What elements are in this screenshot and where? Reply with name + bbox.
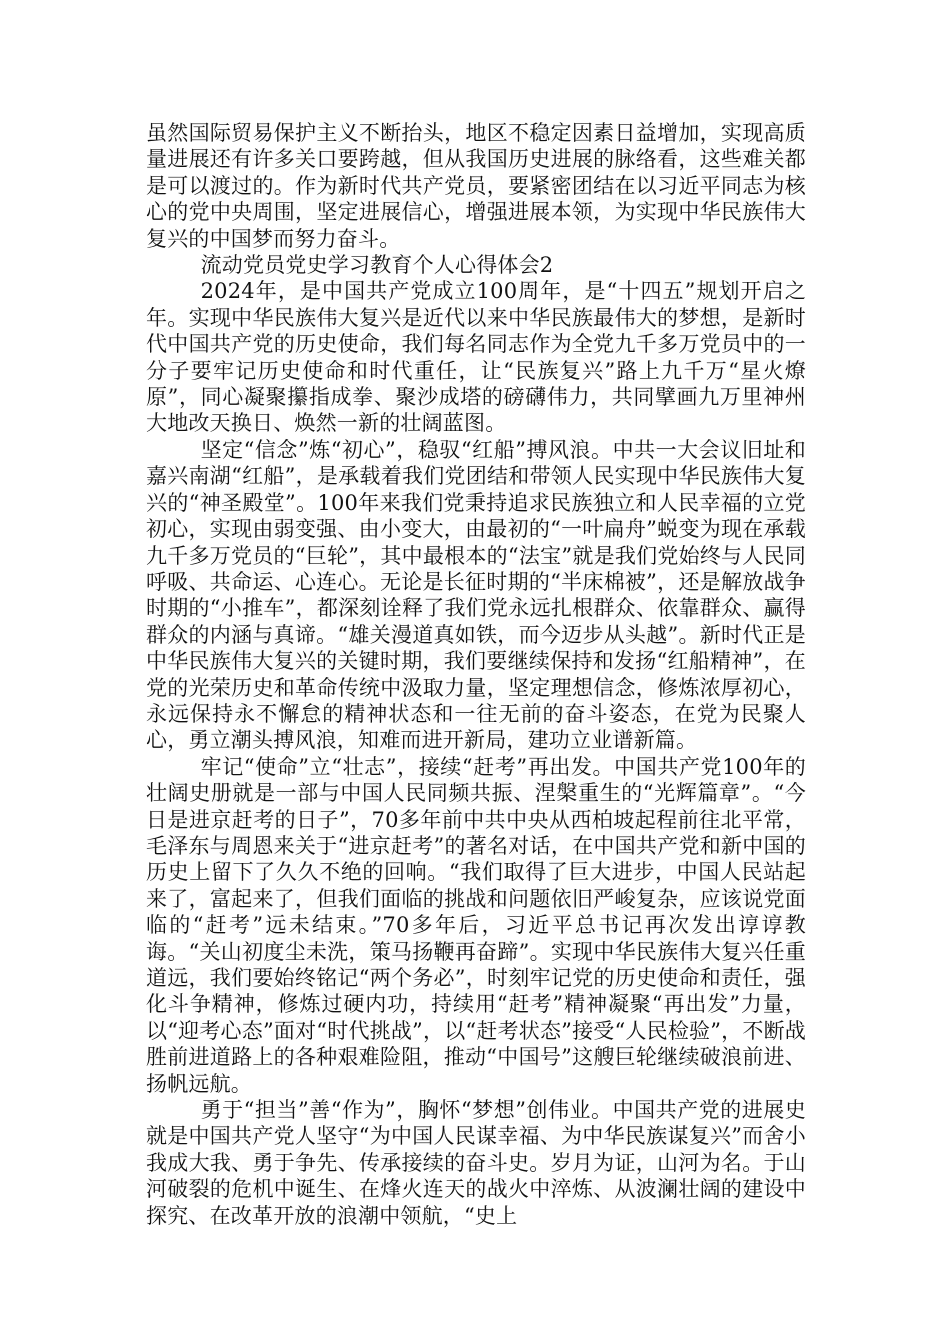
paragraph-intro: 虽然国际贸易保护主义不断抬头，地区不稳定因素日益增加，实现高质量进展还有许多关口要跨越，但从我国历史进展的脉络看，这些难关都是可以渡过的。作为新时代共产党员，要紧密团结在以习近平同志为核心的党中央周围，坚定进展信心，增强进展本领，为实现中华民族伟大复兴的中国梦而努力奋斗。 xyxy=(146,121,806,251)
paragraph-2: 坚定“信念”炼“初心”，稳驭“红船”搏风浪。中共一大会议旧址和嘉兴南湖“红船”，是承载着我们党团结和带领人民实现中华民族伟大复兴的“神圣殿堂”。100年来我们党秉持追求民族独立和人民幸福的立党初心，实现由弱变强、由小变大，由最初的“一叶扁舟”蜕变为现在承载九千多万党员的“巨轮”，其中最根本的“法宝”就是我们党始终与人民同呼吸、共命运、心连心。无论是长征时期的“半床棉被”，还是解放战争时期的“小推车”，都深刻诠释了我们党永远扎根群众、依靠群众、赢得群众的内涵与真谛。“雄关漫道真如铁，而今迈步从头越”。新时代正是中华民族伟大复兴的关键时期，我们要继续保持和发扬“红船精神”，在党的光荣历史和革命传统中汲取力量，坚定理想信念，修炼浓厚初心，永远保持永不懈怠的精神状态和一往无前的奋斗姿态，在党为民聚人心，勇立潮头搏风浪，知难而进开新局，建功立业谱新篇。 xyxy=(146,437,806,753)
paragraph-1: 2024年，是中国共产党成立100周年，是“十四五”规划开启之年。实现中华民族伟大复兴是近代以来中华民族最伟大的梦想，是新时代中国共产党的历史使命，我们每名同志作为全党九千多万党员中的一分子要牢记历史使命和时代重任，让“民族复兴”路上九千万“星火燎原”，同心凝聚攥指成拳、聚沙成塔的磅礴伟力，共同擘画九万里神州大地改天换日、焕然一新的壮阔蓝图。 xyxy=(146,279,806,436)
section-heading: 流动党员党史学习教育个人心得体会2 xyxy=(200,253,554,278)
paragraph-4: 勇于“担当”善“作为”，胸怀“梦想”创伟业。中国共产党的进展史就是中国共产党人坚守“为中国人民谋幸福、为中华民族谋复兴”而舍小我成大我、勇于争先、传承接续的奋斗史。岁月为证，山河为名。于山河破裂的危机中诞生、在烽火连天的战火中淬炼、从波澜壮阔的建设中探究、在改革开放的浪潮中领航，“史上 xyxy=(146,1098,806,1228)
paragraph-3: 牢记“使命”立“壮志”，接续“赶考”再出发。中国共产党100年的壮阔史册就是一部与中国人民同频共振、涅槃重生的“光辉篇章”。“今日是进京赶考的日子”，70多年前中共中央从西柏坡起程前往北平常，毛泽东与周恩来关于“进京赶考”的著名对话，在中国共产党和新中国的历史上留下了久久不绝的回响。“我们取得了巨大进步，中国人民站起来了，富起来了，但我们面临的挑战和问题依旧严峻复杂，应该说党面临的“赶考”远未结束。”70多年后，习近平总书记再次发出谆谆教诲。“关山初度尘未洗，策马扬鞭再奋蹄”。实现中华民族伟大复兴任重道远，我们要始终铭记“两个务必”，时刻牢记党的历史使命和责任，强化斗争精神，修炼过硬内功，持续用“赶考”精神凝聚“再出发”力量，以“迎考心态”面对“时代挑战”，以“赶考状态”接受“人民检验”，不断战胜前进道路上的各种艰难险阻，推动“中国号”这艘巨轮继续破浪前进、扬帆远航。 xyxy=(146,754,806,1096)
document-page xyxy=(146,120,806,1229)
